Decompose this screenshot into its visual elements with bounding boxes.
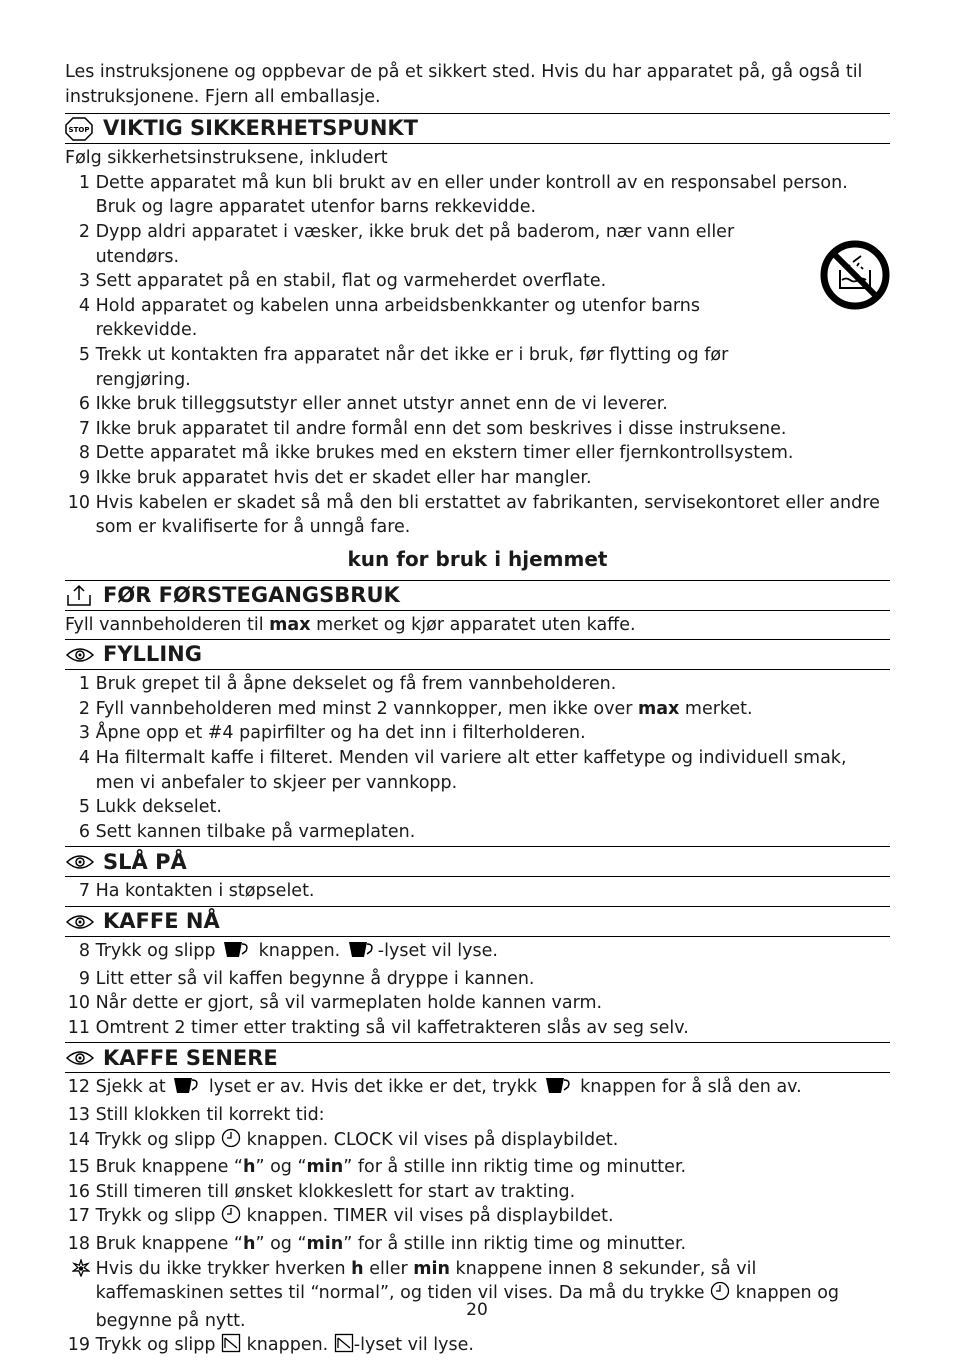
eye-icon bbox=[65, 850, 95, 874]
safety-list bbox=[65, 171, 890, 540]
list-item: 15 Bruk knappene “h” og “min” for å stille inn riktig time og minutter. bbox=[67, 1157, 687, 1178]
list-item: 5 Trekk ut kontakten fra apparatet når det ikke er i bruk, før flytting og før rengjøring. bbox=[78, 344, 729, 390]
section-coffee-now-header bbox=[65, 906, 890, 937]
list-item: 3 Sett apparatet på en stabil, flat og varmeherdet overflate. bbox=[78, 271, 607, 292]
section-coffee-later-header bbox=[65, 1042, 890, 1073]
list-item: 3 Åpne opp et #4 papirfilter og ha det inn i filterholderen. bbox=[78, 723, 586, 744]
list-item: 14 Trykk og slipp knappen. CLOCK vil vises på displaybildet. bbox=[65, 1128, 890, 1156]
cup-icon bbox=[543, 1075, 575, 1103]
list-item: 13 Still klokken til korrekt tid: bbox=[67, 1105, 325, 1125]
list-item: 1 Bruk grepet til å åpne dekselet og få frem vannbeholderen. bbox=[78, 674, 617, 695]
tip-item: Hvis du ikke trykker hverken h eller min knappene innen 8 sekunder, så vil kaffemaskinen settes til “normal”, og tiden vil vises. Da må du trykke knappen og begynne på nytt. bbox=[65, 1257, 890, 1334]
manual-page bbox=[65, 60, 890, 1361]
section-coffee-later-title: KAFFE SENERE bbox=[103, 1045, 278, 1070]
section-switch-on-header bbox=[65, 846, 890, 877]
list-item: 17 Trykk og slipp knappen. TIMER vil vises på displaybildet. bbox=[65, 1204, 890, 1232]
list-item: 9 Ikke bruk apparatet hvis det er skadet eller har mangler. bbox=[78, 467, 592, 488]
list-item: 18 Bruk knappene “h” og “min” for å stille inn riktig time og minutter. bbox=[67, 1233, 687, 1254]
list-item: 10 Hvis kabelen er skadet så må den bli erstattet av fabrikanten, servisekontoret eller andre som er kvalifiserte for å unngå fare. bbox=[67, 492, 880, 538]
timer-icon bbox=[334, 1333, 354, 1361]
list-item: 4 Hold apparatet og kabelen unna arbeidsbenkkanter og utenfor barns rekkevidde. bbox=[78, 295, 701, 341]
filling-list bbox=[65, 672, 890, 844]
section-filling-title: FYLLING bbox=[103, 642, 202, 667]
cup-icon bbox=[171, 1075, 203, 1103]
stop-icon bbox=[65, 117, 95, 141]
list-item: 11 Omtrent 2 timer etter trakting så vil kaffetrakteren slås av seg selv. bbox=[67, 1017, 689, 1038]
list-item: 12 Sjekk at lyset er av. Hvis det ikke er det, trykk knappen for å slå den av. bbox=[65, 1075, 890, 1103]
list-item: 8 Dette apparatet må ikke brukes med en ekstern timer eller fjernkontrollsystem. bbox=[78, 443, 794, 464]
list-item: 10 Når dette er gjort, så vil varmeplaten holde kannen varm. bbox=[67, 993, 603, 1014]
list-item: 2 Dypp aldri apparatet i væsker, ikke bruk det på baderom, nær vann eller utendørs. bbox=[78, 221, 735, 267]
intro-text: Les instruksjonene og oppbevar de på et sikkert sted. Hvis du har apparatet på, gå også til instruksjonene. Fjern all emballasje. bbox=[65, 62, 863, 107]
safety-intro: Følg sikkerhetsinstruksene, inkludert bbox=[65, 148, 388, 169]
section-first-use-title: FØR FØRSTEGANGSBRUK bbox=[103, 582, 400, 607]
eye-icon bbox=[65, 910, 95, 934]
hand-upload-icon bbox=[65, 583, 95, 607]
list-item: 6 Ikke bruk tilleggsutstyr eller annet utstyr annet enn de vi leverer. bbox=[78, 394, 668, 415]
list-item: 1 Dette apparatet må kun bli brukt av en eller under kontroll av en responsabel person. Bruk og lagre apparatet utenfor barns rekkevidde. bbox=[78, 172, 848, 218]
tip-star-icon bbox=[65, 1257, 90, 1334]
home-use-note: kun for bruk i hjemmet bbox=[347, 546, 608, 571]
stop-icon-text: STOP bbox=[68, 125, 90, 134]
list-item: 7 Ha kontakten i støpselet. bbox=[78, 881, 315, 902]
no-water-immersion-icon bbox=[820, 240, 890, 310]
page-number: 20 bbox=[466, 1300, 488, 1320]
cup-icon bbox=[346, 939, 378, 967]
list-item: 4 Ha filtermalt kaffe i filteret. Menden vil variere alt etter kaffetype og individuell smak, men vi anbefaler to skjeer per vannkopp. bbox=[78, 748, 847, 793]
list-item: 7 Ikke bruk apparatet til andre formål enn det som beskrives i disse instruksene. bbox=[78, 418, 787, 439]
section-coffee-now-title: KAFFE NÅ bbox=[103, 909, 220, 934]
list-item: 19 Trykk og slipp knappen. -lyset vil lyse. bbox=[65, 1333, 890, 1361]
first-use-text: Fyll vannbeholderen til max merket og kjør apparatet uten kaffe. bbox=[65, 614, 636, 635]
list-item: 5 Lukk dekselet. bbox=[78, 797, 222, 818]
section-safety-header bbox=[65, 113, 890, 144]
list-item: 9 Litt etter så vil kaffen begynne å dryppe i kannen. bbox=[78, 968, 535, 989]
list-item: 16 Still timeren till ønsket klokkeslett for start av trakting. bbox=[67, 1181, 576, 1202]
list-item: 2 Fyll vannbeholderen med minst 2 vannkopper, men ikke over max merket. bbox=[78, 698, 753, 719]
cup-icon bbox=[221, 939, 253, 967]
clock-icon bbox=[221, 1204, 241, 1232]
section-first-use-header bbox=[65, 580, 890, 611]
section-filling-header bbox=[65, 639, 890, 670]
eye-icon bbox=[65, 643, 95, 667]
eye-icon bbox=[65, 1046, 95, 1070]
list-item: 6 Sett kannen tilbake på varmeplaten. bbox=[78, 821, 416, 842]
section-switch-on-title: SLÅ PÅ bbox=[103, 849, 187, 874]
section-safety-title: VIKTIG SIKKERHETSPUNKT bbox=[103, 116, 419, 141]
clock-icon bbox=[221, 1128, 241, 1156]
list-item: 8 Trykk og slipp knappen. -lyset vil lyse. bbox=[65, 939, 890, 967]
timer-icon bbox=[221, 1333, 241, 1361]
